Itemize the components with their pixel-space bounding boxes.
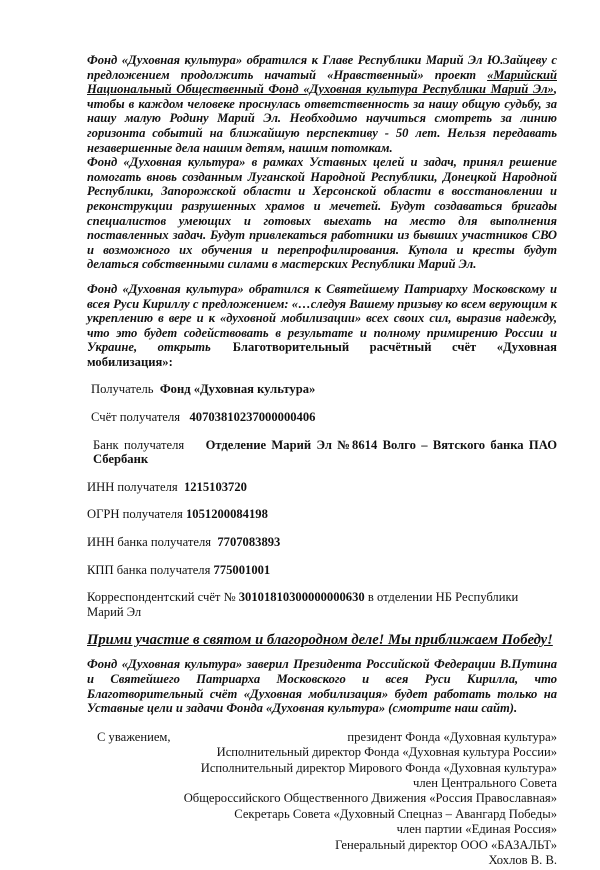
greeting: С уважением, [97, 729, 171, 744]
document-page [87, 53, 557, 870]
signature-block [87, 730, 557, 870]
requisite-value: 40703810237000000406 [189, 410, 316, 425]
requisite-label: Банк получателя [93, 437, 185, 452]
requisite-account [87, 410, 557, 425]
requisite-value: 1215103720 [183, 479, 247, 494]
requisite-ogrn [87, 507, 557, 522]
requisite-label: Счёт получателя [91, 410, 181, 425]
paragraph-appeal-patriarch [87, 282, 557, 370]
requisite-label: Корреспондентский счёт № [87, 590, 236, 605]
requisite-inn [87, 480, 557, 495]
project-name-link: «Марийский Национальный Общественный Фонд «Духовная культура Республики Марий Эл» [87, 67, 557, 97]
signature-line: Исполнительный директор Мирового Фонда «Духовная культура» [200, 760, 557, 775]
requisite-label: КПП банка получателя [87, 562, 211, 577]
requisite-label: ОГРН получателя [87, 507, 183, 522]
signature-line: президент Фонда «Духовная культура» [347, 729, 557, 744]
paragraph-text: , чтобы в каждом человеке проснулась ответственность за нашу общую судьбу, за нашу малую Родину Марий Эл. Необходимо научиться смотреть за линию горизонта событий на ближайшую перспективу - 50 лет. Нельзя передавать незавершенные дела нашим детям, нашим потомкам. [87, 82, 557, 155]
signatory-name: Хохлов В. В. [488, 853, 557, 868]
paragraph-text: Фонд «Духовная культура» обратился к Святейшему Патриарху Московскому и всея Руси Кириллу с предложением: «…следуя Вашему призыву ко всем верующим к укреплению в вере и к «духовной мобилизации» всех своих сил, выразив надежду, что это будет содействовать в результате и полному примирению России и Украине, открыть [87, 281, 557, 355]
signature-titles [184, 730, 557, 869]
signature-line: член партии «Единая Россия» [396, 822, 557, 837]
requisite-corr-account [87, 590, 557, 619]
requisite-value: 775001001 [213, 562, 271, 577]
signature-line: Секретарь Совета «Духовный Спецназ – Авангард Победы» [234, 806, 557, 821]
requisite-value: 1051200084198 [186, 507, 268, 522]
paragraph-assurance: Фонд «Духовная культура» заверил Президента Российской Федерации В.Путина и Святейшего Патриарха Московского и всея Руси Кирилла, что Благотворительный счёт «Духовная мобилизация» будет работать только на Уставные цели и задачи Фонда «Духовная культура» (смотрите наш сайт). [87, 657, 557, 716]
paragraph-text: Фонд «Духовная культура» обратился к Главе Республики Марий Эл Ю.Зайцеву с предложением продолжить начатый «Нравственный» проект [87, 53, 557, 82]
signature-line: Генеральный директор ООО «БАЗАЛЬТ» [335, 837, 557, 852]
requisite-value: Фонд «Духовная культура» [159, 382, 316, 397]
slogan-heading: Прими участие в святом и благородном деле! Мы приближаем Победу! [87, 632, 553, 649]
bank-requisites [87, 382, 557, 619]
requisite-suffix: в отделении НБ Республики Марий Эл [87, 590, 519, 619]
requisite-label: ИНН получателя [87, 479, 178, 494]
requisite-bank-inn [87, 535, 557, 550]
account-title: Благотворительный расчётный счёт «Духовная мобилизация»: [87, 340, 557, 369]
signature-line: Общероссийского Общественного Движения «Россия Православная» [183, 791, 557, 806]
requisite-value: 7707083893 [217, 535, 281, 550]
paragraph-restoration-plan: Фонд «Духовная культура» в рамках Уставных целей и задач, принял решение помогать вновь созданным Луганской Народной Республики, Донецкой Народной Республики, Запорожской области и Херсонской области в восстановлении и реконструкции разрушенных храмов и мечетей. Будут создаваться бригады специалистов умеющих и готовых выехать на место для выполнения поставленных задач. Будут привлекаться работники из бывших участников СВО и возможного их обучения и перепрофилирования. Купола и кресты будут делаться собственными силами в мастерских Республики Марий Эл. [87, 155, 557, 272]
requisite-label: ИНН банка получателя [87, 535, 212, 550]
signature-line: Исполнительный директор Фонда «Духовная культура России» [216, 745, 557, 760]
requisite-bank-kpp [87, 563, 557, 578]
signature-line: член Центрального Совета [413, 776, 557, 790]
requisite-bank [87, 438, 557, 467]
paragraph-appeal-head-of-republic [87, 53, 557, 155]
requisite-value: 30101810300000000630 [238, 590, 365, 605]
requisite-value: Отделение Марий Эл №8614 Волго – Вятского банка ПАО Сбербанк [93, 437, 557, 467]
requisite-recipient [87, 382, 557, 397]
requisite-label: Получатель [91, 382, 154, 397]
